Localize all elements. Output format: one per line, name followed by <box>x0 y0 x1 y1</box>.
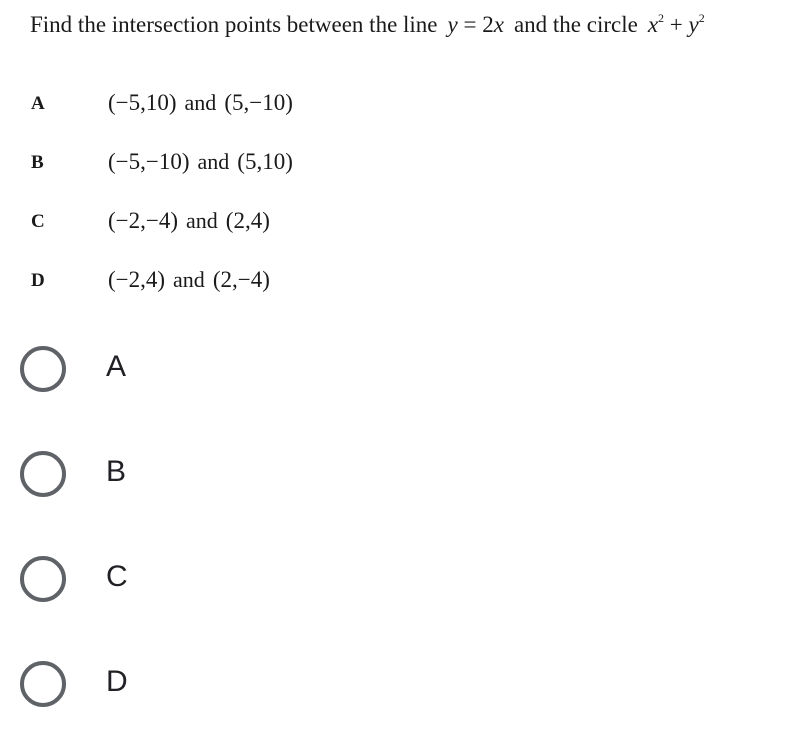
circle-x: x <box>647 12 659 37</box>
and-word: and <box>197 149 230 174</box>
circle-y: y <box>688 12 699 37</box>
option-answer <box>108 90 293 116</box>
and-word: and <box>184 90 217 115</box>
point-second: (2,4) <box>225 208 270 233</box>
option-row-c <box>0 206 809 240</box>
point-second: (5,−10) <box>224 90 293 115</box>
radio-button-d[interactable] <box>20 661 66 707</box>
option-answer <box>108 149 293 175</box>
choice-a[interactable] <box>20 346 320 406</box>
radio-button-c[interactable] <box>20 556 66 602</box>
option-letter: B <box>31 152 44 173</box>
option-answer <box>108 208 270 234</box>
line-y: y <box>447 12 458 37</box>
option-row-a <box>0 88 809 122</box>
choice-c[interactable] <box>20 556 320 616</box>
circle-y-exponent: 2 <box>698 11 705 25</box>
choice-label-d[interactable]: D <box>106 665 128 698</box>
and-word: and <box>186 208 218 233</box>
choice-b[interactable] <box>20 451 320 511</box>
radio-button-b[interactable] <box>20 451 66 497</box>
question-image <box>0 0 809 320</box>
line-equals: = 2 <box>457 12 494 37</box>
circle-x-exponent: 2 <box>658 11 665 25</box>
point-first: (−5,−10) <box>108 149 190 174</box>
line-x: x <box>493 12 504 37</box>
radio-button-a[interactable] <box>20 346 66 392</box>
question-text <box>30 11 705 38</box>
point-second: (2,−4) <box>212 267 270 292</box>
question-prefix: Find the intersection points between the line <box>30 12 438 37</box>
circle-plus: + <box>664 12 689 37</box>
option-row-b <box>0 147 809 181</box>
point-first: (−5,10) <box>108 90 177 115</box>
point-second: (5,10) <box>237 149 293 174</box>
and-word: and <box>173 267 205 292</box>
choice-label-c[interactable]: C <box>106 560 128 593</box>
option-letter: D <box>31 270 45 291</box>
option-row-d <box>0 265 809 299</box>
choice-d[interactable] <box>20 661 320 721</box>
option-letter: C <box>31 211 45 232</box>
point-first: (−2,4) <box>108 267 166 292</box>
option-letter: A <box>31 93 45 114</box>
choice-label-a[interactable]: A <box>106 350 127 383</box>
option-answer <box>108 267 270 293</box>
point-first: (−2,−4) <box>108 208 179 233</box>
question-middle: and the circle <box>513 12 638 37</box>
choice-label-b[interactable]: B <box>106 455 127 488</box>
